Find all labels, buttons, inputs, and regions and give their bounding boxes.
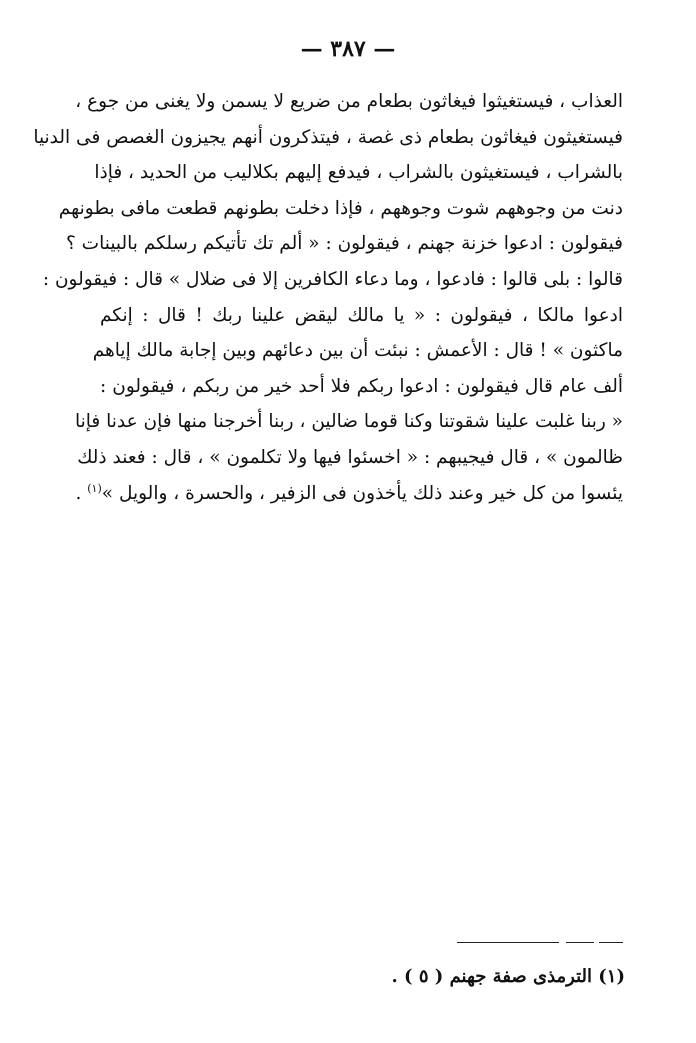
- text-line-last-content: يئسوا من كل خير وعند ذلك يأخذون فى الزفير ، والحسرة ، والويل »: [101, 482, 623, 504]
- text-line: فيقولون : ادعوا خزنة جهنم ، فيقولون : « ألم تك تأتيكم رسلكم بالبينات ؟: [65, 233, 623, 255]
- footnote-marker: (١): [87, 481, 102, 495]
- page-number: — ٣٨٧ —: [300, 36, 396, 62]
- footnote-separator: [599, 942, 623, 943]
- text-line: فيستغيثون فيغاثون بطعام ذى غصة ، فيتذكرون أنهم يجيزون الغصص فى الدنيا: [33, 126, 623, 148]
- text-line: العذاب ، فيستغيثوا فيغاثون بطعام من ضريع لا يسمن ولا يغنى من جوع ،: [75, 91, 623, 112]
- text-line-end: .: [75, 482, 88, 504]
- text-line: قالوا : بلى قالوا : فادعوا ، وما دعاء الكافرين إلا فى ضلال » قال : فيقولون :: [42, 268, 623, 290]
- text-line: ماكثون » ! قال : الأعمش : نبئت أن بين دعائهم وبين إجابة مالك إياهم: [92, 340, 623, 362]
- footnote-separator: [566, 942, 594, 943]
- text-line: ظالمون » ، قال فيجيبهم : « اخسئوا فيها ولا تكلمون » ، قال : فعند ذلك: [77, 446, 623, 468]
- body-text: [33, 84, 623, 511]
- text-line: ألف عام قال فيقولون : ادعوا ربكم فلا أحد خير من ربكم ، فيقولون :: [100, 375, 623, 397]
- text-line: « ربنا غلبت علينا شقوتنا وكنا قوما ضالين ، ربنا أخرجنا منها فإن عدنا فإنا: [74, 411, 623, 433]
- text-line: ادعوا مالكا ، فيقولون : « يا مالك ليقض علينا ربك ! قال : إنكم: [100, 304, 623, 326]
- footnote-separator: [457, 942, 559, 943]
- text-line: دنت من وجوههم شوت وجوههم ، فإذا دخلت بطونهم قطعت مافى بطونهم: [58, 197, 623, 219]
- text-line: بالشراب ، فيستغيثون بالشراب ، فيدفع إليهم بكلاليب من الحديد ، فإذا: [94, 162, 623, 184]
- footnote: (١) الترمذى صفة جهنم ( ٥ ) .: [391, 966, 625, 987]
- text-line-last: [75, 476, 623, 512]
